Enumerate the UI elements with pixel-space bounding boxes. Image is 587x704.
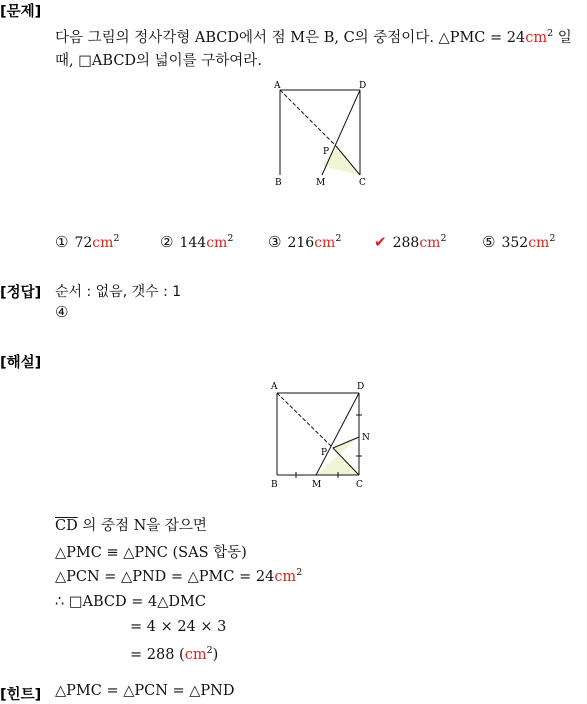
diagonal-ac: [277, 393, 333, 448]
option-1[interactable]: ① $72cm^2$: [55, 233, 120, 251]
label-n: N: [362, 433, 370, 443]
option-marker: ⑤: [482, 233, 496, 251]
answer-header: [정답]: [0, 285, 42, 301]
problem-header: [문제]: [0, 4, 42, 20]
label-c: C: [359, 178, 366, 188]
label-d: D: [357, 382, 365, 392]
label-d: D: [359, 81, 367, 91]
solution-line-2: △PMC ≡ △PNC (SAS 합동): [55, 545, 247, 561]
label-b: B: [271, 480, 278, 490]
label-p: P: [323, 147, 330, 157]
option-marker: ②: [160, 233, 174, 251]
solution-line-5: = 4 × 24 × 3: [130, 619, 227, 635]
answer-choice: ④: [55, 303, 69, 321]
diagonal-ac: [280, 90, 336, 146]
solution-header: [해설]: [0, 355, 42, 371]
check-icon: ✔: [374, 233, 387, 251]
label-m: M: [316, 178, 326, 188]
option-marker: ③: [268, 233, 282, 251]
option-3[interactable]: ③ $216cm^2$: [268, 233, 342, 251]
option-5[interactable]: ⑤ $352cm^2$: [482, 233, 556, 251]
label-m: M: [312, 480, 322, 490]
solution-line-6: = 288 $(cm^2)$: [130, 645, 219, 663]
option-2[interactable]: ② $144cm^2$: [160, 233, 234, 251]
unit-cm: cm: [525, 30, 548, 46]
problem-figure: [268, 78, 378, 190]
segment-cd: $\overline{CD}$: [55, 518, 78, 534]
label-b: B: [275, 178, 282, 188]
answer-order-count: 순서 : 없음, 갯수 : 1: [55, 284, 182, 300]
hint-header: [힌트]: [0, 687, 42, 703]
label-a: A: [271, 382, 278, 392]
solution-line-1: $\overline{CD}$ 의 중점 N을 잡으면: [55, 518, 207, 534]
solution-line-3: △PCN = △PND = △PMC = $24cm^2$: [55, 567, 303, 585]
label-a: A: [274, 81, 281, 91]
problem-line-1: 다음 그림의 정사각형 ABCD에서 점 M은 B, C의 중점이다. △PMC = $24cm^2$ 일: [55, 28, 572, 46]
label-p: P: [321, 448, 328, 458]
solution-figure: [268, 378, 383, 490]
option-marker: ①: [55, 233, 69, 251]
solution-line-4: ∴ □ABCD = 4△DMC: [55, 594, 206, 610]
option-4-selected[interactable]: ✔ $288cm^2$: [374, 233, 447, 251]
problem-line-2: 때, □ABCD의 넓이를 구하여라.: [55, 53, 262, 69]
label-c: C: [356, 480, 363, 490]
hint-text: △PMC = △PCN = △PND: [55, 683, 235, 699]
